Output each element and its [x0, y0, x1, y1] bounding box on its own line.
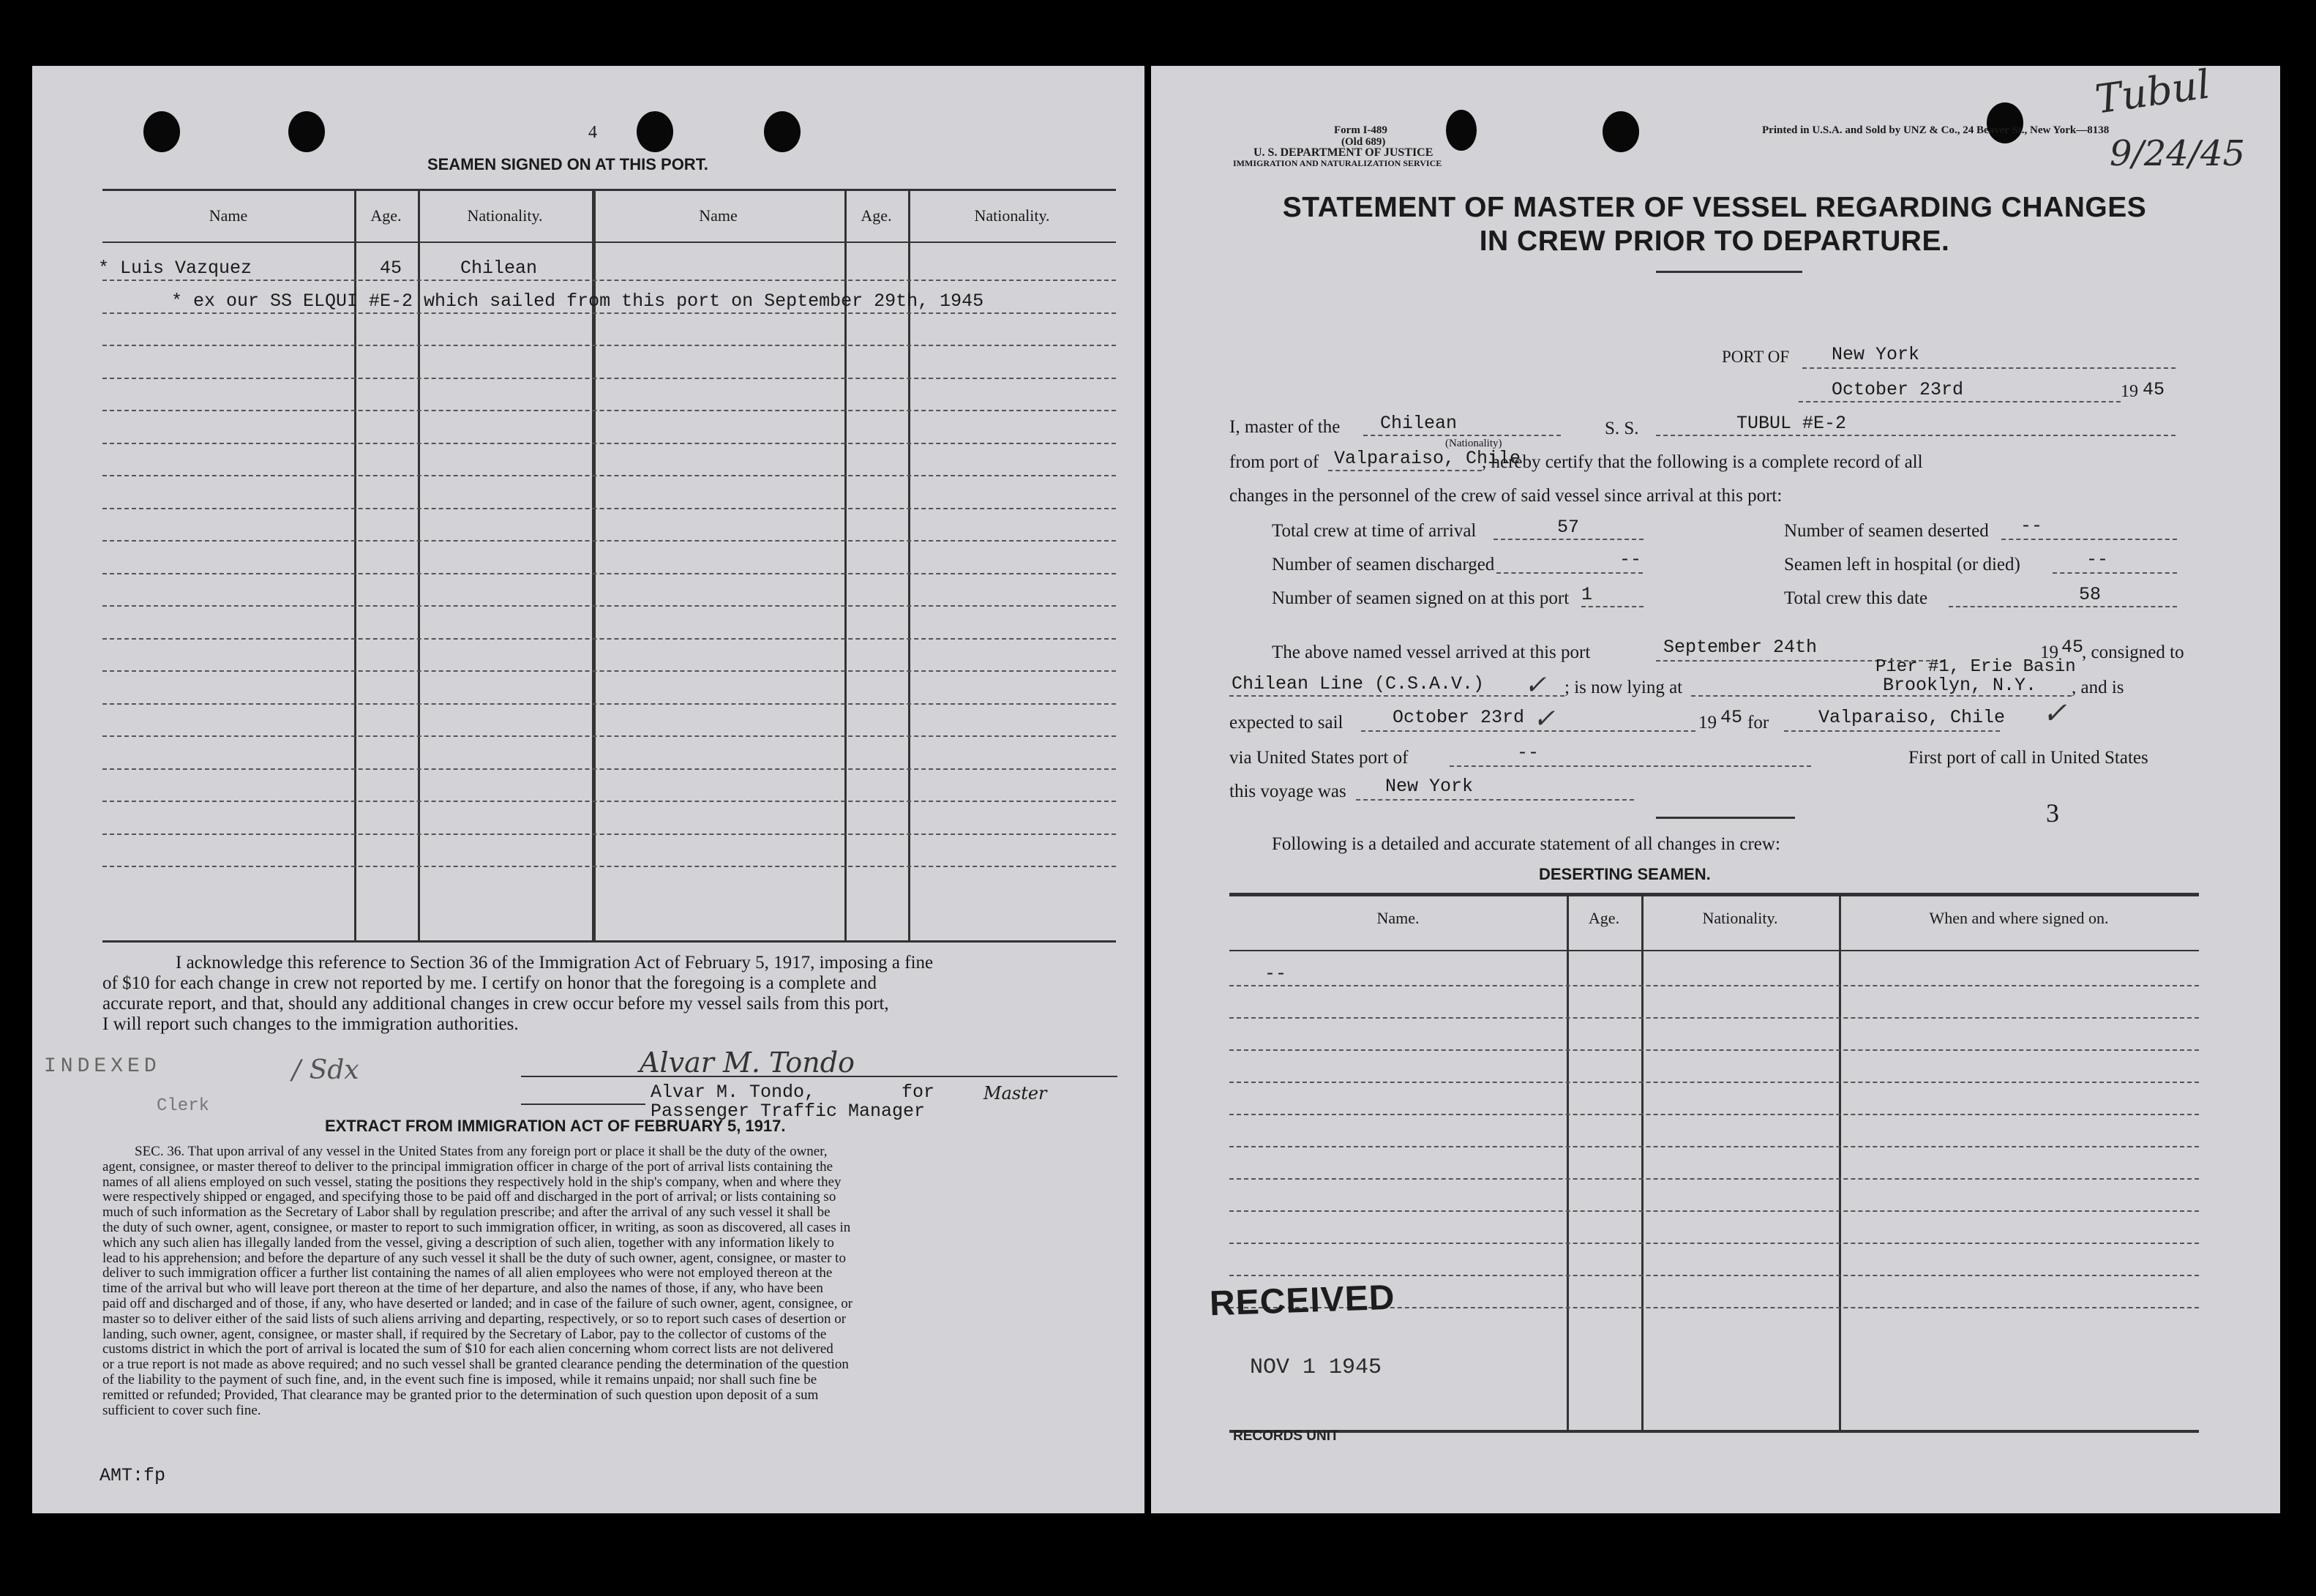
sec36-line: much of such information as the Secretary of Labor shall by regulation prescribe; and after the arrival of any such vessel it shall be — [102, 1205, 831, 1221]
desert-row-line — [1229, 1082, 2199, 1083]
records-unit-stamp: RECORDS UNIT — [1233, 1428, 1339, 1444]
sec36-line: the duty of such owner, agent, consignee, or master to report to such immigration officer, in writing, as soon as discovered, all cases in — [102, 1219, 851, 1235]
sail-line — [1361, 730, 1695, 732]
desert-row-line — [1229, 1210, 2199, 1212]
col-header-nationality-2: Nationality. — [974, 206, 1050, 225]
desert-col-divider — [1567, 893, 1569, 1430]
hospital-label: Seamen left in hospital (or died) — [1784, 555, 2020, 574]
sec36-line: paid off and discharged and of those, if any, who have deserted or landed; and in case of the failure of such owner, agent, consignee, or — [102, 1295, 853, 1311]
punch-hole — [637, 111, 673, 152]
consigned-label: , consigned to — [2082, 642, 2184, 662]
entry-name: * Luis Vazquez — [98, 258, 252, 279]
table-row-line — [102, 573, 1116, 574]
certify-text: , hereby certify that the following is a complete record of all — [1482, 452, 1923, 472]
signed-on-value: 1 — [1581, 584, 1593, 605]
table-row-line — [102, 735, 1116, 737]
department-name: U. S. DEPARTMENT OF JUSTICE — [1253, 146, 1434, 159]
signed-on-label: Number of seamen signed on at this port — [1272, 588, 1570, 608]
checkmark: ✓ — [1533, 704, 1556, 734]
desert-row-line — [1229, 1017, 2199, 1019]
discharged-line — [1496, 572, 1643, 574]
section-36-text — [102, 1144, 1120, 1418]
changes-text: changes in the personnel of the crew of said vessel since arrival at this port: — [1229, 486, 1783, 506]
title-underline — [1656, 271, 1802, 273]
desert-row-line — [1229, 1275, 2199, 1276]
service-name: IMMIGRATION AND NATURALIZATION SERVICE — [1233, 158, 1442, 168]
total-arrival-line — [1494, 539, 1644, 540]
signer-name: Alvar M. Tondo, — [651, 1082, 816, 1103]
sec36-line: sufficient to cover such fine. — [102, 1402, 261, 1418]
short-rule — [521, 1104, 645, 1105]
table-row-line — [102, 443, 1116, 444]
sec36-line: which any such alien has illegally landed from the vessel, giving a description of such alien, together with any information likely to — [102, 1235, 834, 1251]
via-line — [1450, 765, 1811, 767]
total-date-value: 58 — [2079, 584, 2102, 605]
punch-hole — [143, 111, 180, 152]
desert-table-top — [1229, 893, 2199, 896]
table-row-line — [102, 638, 1116, 640]
page-mark: 3 — [2046, 798, 2059, 828]
lying-label: ; is now lying at — [1564, 678, 1683, 697]
section-rule — [1656, 817, 1795, 819]
sec36-line: customs district in which the port of arrival is located the sum of $10 for each alien concerning whom correct lists are not delivered — [102, 1341, 833, 1357]
sec36-line: lead to his apprehension; and before the departure of any such vessel it shall be the duty of such owner, agent, consignee, or master to — [102, 1250, 846, 1266]
master-label: Master — [983, 1083, 1047, 1104]
signed-on-heading: SEAMEN SIGNED ON AT THIS PORT. — [427, 155, 708, 173]
desert-entry: -- — [1264, 963, 1287, 984]
for-label: for — [1747, 713, 1769, 733]
voyage-line — [1356, 799, 1634, 801]
handwritten-date: 9/24/45 — [2110, 133, 2246, 174]
sec36-line: landing, such owner, agent, consignee, or master shall, if required by the Secretary of Labor, pay to the collector of customs of the — [102, 1326, 827, 1342]
master-of-label: I, master of the — [1229, 417, 1341, 437]
desert-col-name: Name. — [1376, 909, 1420, 927]
form-number: Form I-489 — [1334, 124, 1387, 136]
col-header-name-2: Name — [699, 206, 738, 225]
master-signature: Alvar M. Tondo — [640, 1046, 855, 1079]
punch-hole — [1603, 111, 1639, 152]
consignee-line — [1229, 695, 1564, 697]
sail-value: October 23rd — [1393, 707, 1525, 728]
indexed-stamp: INDEXED — [44, 1055, 161, 1078]
date-value: October 23rd — [1832, 379, 1964, 400]
col-header-nationality: Nationality. — [467, 206, 543, 225]
from-port-value: Valparaiso, Chile — [1334, 448, 1521, 469]
checkmark: ✓ — [1524, 670, 1547, 700]
discharged-label: Number of seamen discharged — [1272, 555, 1495, 574]
col-header-age: Age. — [370, 206, 402, 225]
sec36-line: of the liability to the payment of such fine, and, in the event such fine is imposed, while it remains unpaid; nor shall such fine be — [102, 1371, 817, 1387]
entry-age: 45 — [380, 258, 402, 279]
ship-value: TUBUL #E-2 — [1736, 413, 1847, 434]
entry-nationality: Chilean — [460, 258, 538, 279]
desert-row-line — [1229, 1243, 2199, 1244]
table-row-line — [102, 475, 1116, 476]
table-row-line — [102, 605, 1116, 607]
sec36-line: time of the arrival but who will leave port thereon at the time of her departure, and also the names of those, if any, who have been — [102, 1281, 823, 1297]
desert-col-divider — [1839, 893, 1841, 1430]
arrived-value: September 24th — [1663, 637, 1818, 658]
desert-header-rule — [1229, 950, 2199, 951]
signature-line — [521, 1076, 1117, 1077]
nationality-line — [1363, 435, 1561, 436]
clerk-stamp: Clerk — [157, 1096, 210, 1116]
table-row-line — [102, 768, 1116, 770]
year-prefix: 19 — [2121, 382, 2138, 401]
sec36-line: deliver to such immigration officer a further list containing the names of all alien employees who were not employed thereon at the — [102, 1265, 833, 1281]
received-stamp: RECEIVED — [1209, 1278, 1396, 1324]
arrived-year-prefix: 19 — [2040, 642, 2058, 662]
signed-on-line — [1581, 606, 1644, 607]
desert-row-line — [1229, 985, 2199, 986]
deserted-label: Number of seamen deserted — [1784, 521, 1989, 541]
pier-value-line-2: Brooklyn, N.Y. — [1883, 675, 2037, 696]
ship-line — [1656, 435, 2176, 436]
from-port-line — [1328, 470, 1482, 471]
year-value: 45 — [2143, 379, 2165, 400]
desert-row-line — [1229, 1146, 2199, 1147]
punch-hole — [764, 111, 801, 152]
table-row-line — [102, 703, 1116, 705]
typist-initials: AMT:fp — [100, 1465, 166, 1486]
desert-col-divider — [1641, 893, 1644, 1430]
col-header-name: Name — [209, 206, 248, 225]
checkmark: ✓ — [2042, 697, 2067, 730]
extract-title: EXTRACT FROM IMMIGRATION ACT OF FEBRUARY 5, 1917. — [325, 1117, 786, 1135]
desert-row-line — [1229, 1178, 2199, 1180]
arrived-year: 45 — [2061, 637, 2084, 658]
sec36-line: names of all aliens employed on such vessel, stating the positions they respectively hold in the ship's company, when and where they — [102, 1174, 842, 1190]
port-line — [1802, 367, 2176, 369]
ack-line: accurate report, and that, should any additional changes in crew occur before my vessel sails from this port, — [102, 994, 889, 1014]
nationality-value: Chilean — [1380, 413, 1458, 434]
signer-title: Passenger Traffic Manager — [651, 1101, 926, 1122]
punch-hole — [1446, 110, 1477, 151]
entry-note: * ex our SS ELQUI #E-2 which sailed from this port on September 29th, 1945 — [171, 291, 984, 312]
via-label: via United States port of — [1229, 748, 1409, 768]
desert-col-nationality: Nationality. — [1702, 909, 1778, 927]
sec36-line: or a true report is not made as above required; and no such vessel shall be granted clearance pending the determination of the question — [102, 1357, 849, 1373]
sec36-line: master so to deliver either of the said lists of such aliens arriving and departing, respectively, or so to report such cases of desertion or — [102, 1311, 847, 1327]
table-row-line — [102, 345, 1116, 346]
table-bottom-rule — [102, 940, 1116, 943]
discharged-value: -- — [1619, 549, 1642, 570]
consignee-value: Chilean Line (C.S.A.V.) — [1232, 673, 1485, 694]
desert-table-bottom — [1229, 1430, 2199, 1433]
table-top-rule — [102, 189, 1116, 191]
first-port-label: First port of call in United States — [1908, 748, 2148, 768]
ack-line: of $10 for each change in crew not reported by me. I certify on honor that the foregoing is a complete and — [102, 973, 877, 993]
desert-row-line — [1229, 1114, 2199, 1115]
form-title-line-1: STATEMENT OF MASTER OF VESSEL REGARDING CHANGES — [1282, 192, 2147, 223]
sec36-line: SEC. 36. That upon arrival of any vessel in the United States from any foreign port or place it shall be the duty of the owner, — [135, 1144, 828, 1159]
desert-col-when-where: When and where signed on. — [1929, 909, 2109, 927]
ack-line: I will report such changes to the immigration authorities. — [102, 1014, 519, 1034]
via-value: -- — [1517, 742, 1540, 763]
total-arrival-label: Total crew at time of arrival — [1272, 521, 1477, 541]
table-row-line — [102, 280, 1116, 281]
deserted-value: -- — [2020, 515, 2043, 536]
following-text: Following is a detailed and accurate statement of all changes in crew: — [1272, 834, 1780, 854]
clerk-initials: / Sdx — [292, 1055, 359, 1085]
received-date-stamp: NOV 1 1945 — [1250, 1355, 1382, 1380]
deserting-heading: DESERTING SEAMEN. — [1539, 865, 1711, 883]
sec36-line: agent, consignee, or master thereof to deliver to the principal immigration officer in charge of the port of arrival lists containing the — [102, 1158, 833, 1174]
from-port-label: from port of — [1229, 452, 1319, 472]
page-number: 4 — [588, 123, 597, 142]
pier-value-line-1: Pier #1, Erie Basin — [1875, 657, 2076, 677]
and-is-label: , and is — [2072, 678, 2124, 697]
form-old-number: (Old 689) — [1341, 136, 1386, 148]
desert-row-line — [1229, 1049, 2199, 1051]
form-title-line-2: IN CREW PRIOR TO DEPARTURE. — [1479, 225, 1950, 257]
deserted-line — [2001, 539, 2177, 540]
table-row-line — [102, 508, 1116, 509]
hospital-value: -- — [2086, 549, 2109, 570]
col-header-age-2: Age. — [861, 206, 892, 225]
ack-line: I acknowledge this reference to Section 36 of the Immigration Act of February 5, 1917, imposing a fine — [176, 953, 934, 973]
ss-label: S. S. — [1605, 419, 1639, 438]
sail-year: 45 — [1720, 707, 1743, 728]
punch-hole — [1987, 102, 2023, 143]
total-date-line — [1949, 606, 2177, 607]
signer-for: for — [902, 1082, 935, 1103]
handwritten-ship-name: Tubul — [2092, 61, 2214, 123]
left-page — [32, 66, 1144, 1513]
table-header-rule — [102, 241, 1116, 243]
punch-hole — [288, 111, 325, 152]
port-value: New York — [1832, 344, 1920, 365]
expected-label: expected to sail — [1229, 713, 1343, 733]
table-row-line — [102, 378, 1116, 379]
hospital-line — [2053, 572, 2177, 574]
desert-col-age: Age. — [1588, 909, 1620, 927]
table-row-line — [102, 866, 1116, 867]
voyage-value: New York — [1385, 776, 1474, 797]
table-row-line — [102, 312, 1116, 314]
destination-line — [1784, 730, 2000, 732]
table-row-line — [102, 801, 1116, 802]
destination-value: Valparaiso, Chile — [1818, 707, 2006, 728]
acknowledgement — [102, 953, 1116, 1035]
port-label: PORT OF — [1722, 348, 1790, 366]
sec36-line: were respectively shipped or engaged, and specifying those to be paid off and discharged in the port of arrival; or lists containing so — [102, 1189, 836, 1205]
table-row-line — [102, 540, 1116, 542]
sail-year-prefix: 19 — [1698, 713, 1717, 733]
arrived-label: The above named vessel arrived at this port — [1272, 642, 1591, 662]
total-date-label: Total crew this date — [1784, 588, 1928, 608]
right-page — [1151, 61, 2280, 1513]
date-line — [1799, 401, 2121, 402]
table-row-line — [102, 410, 1116, 411]
nationality-caption: (Nationality) — [1445, 438, 1502, 449]
total-arrival-value: 57 — [1557, 517, 1580, 538]
printer-credit: Printed in U.S.A. and Sold by UNZ & Co., 24 Beaver St., New York—8138 — [1762, 124, 2110, 136]
voyage-label: this voyage was — [1229, 782, 1346, 801]
table-row-line — [102, 833, 1116, 835]
table-row-line — [102, 670, 1116, 672]
sec36-line: remitted or refunded; Provided, That clearance may be granted prior to the determination of such question upon deposit of a sum — [102, 1387, 819, 1403]
